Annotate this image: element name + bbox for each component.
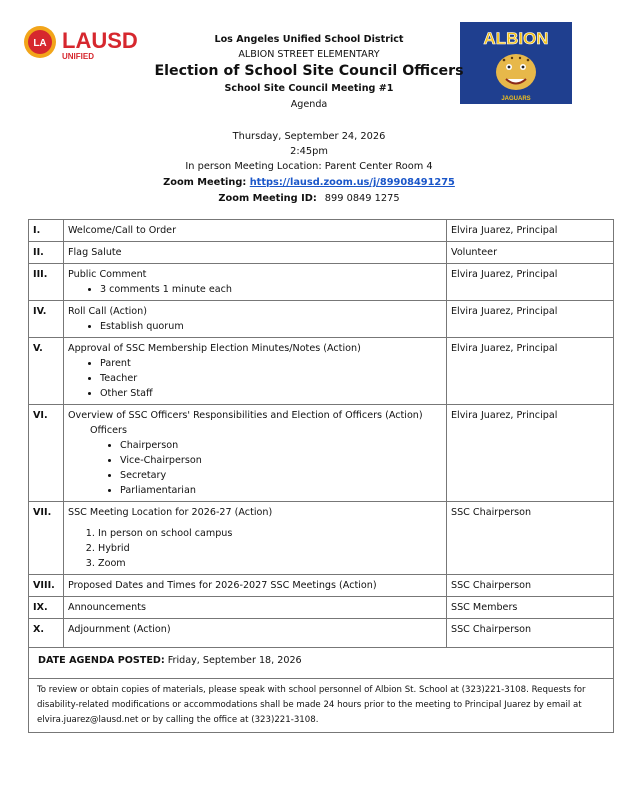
agenda-item-number: X. bbox=[29, 619, 64, 648]
agenda-item-title: SSC Meeting Location for 2026-27 (Action) bbox=[68, 507, 273, 518]
agenda-item-number: V. bbox=[29, 338, 64, 405]
agenda-row bbox=[29, 502, 614, 575]
agenda-bullet: • Establish quorum bbox=[100, 319, 442, 334]
agenda-item-presenter: SSC Members bbox=[447, 597, 614, 619]
agenda-item-cell bbox=[64, 405, 447, 502]
agenda-row bbox=[29, 338, 614, 405]
agenda-item-title: Approval of SSC Membership Election Minutes/Notes (Action) bbox=[68, 343, 361, 354]
agenda-row bbox=[29, 575, 614, 597]
meeting-date: Thursday, September 24, 2026 bbox=[232, 131, 386, 142]
officers-label: Officers bbox=[90, 425, 127, 436]
agenda-table bbox=[28, 219, 614, 733]
date-posted-value: Friday, September 18, 2026 bbox=[167, 655, 302, 666]
agenda-row bbox=[29, 242, 614, 264]
agenda-item-number: II. bbox=[29, 242, 64, 264]
agenda-item-number: VII. bbox=[29, 502, 64, 575]
agenda-bullet: • Parliamentarian bbox=[120, 483, 442, 498]
posted-row bbox=[29, 648, 614, 679]
agenda-row bbox=[29, 220, 614, 242]
lausd-logo-sub: UNIFIED bbox=[62, 52, 94, 61]
footer-notice: To review or obtain copies of materials, please speak with school personnel of Albion St. School at (323)221-3108. Requests for disability-related modifications or accommodations shall be made 24 hours prior to the meeting to Principal Juarez by email at elvira.juarez@lausd.net or by calling the office at (323)221-3108. bbox=[29, 679, 614, 733]
agenda-bullet-list bbox=[68, 319, 442, 334]
zoom-id-value: 899 0849 1275 bbox=[324, 193, 400, 204]
school-name: ALBION STREET ELEMENTARY bbox=[238, 49, 380, 60]
agenda-item-cell bbox=[64, 301, 447, 338]
agenda-numbered-item: 1. In person on school campus bbox=[98, 526, 442, 541]
agenda-item-presenter: SSC Chairperson bbox=[447, 575, 614, 597]
footer-row bbox=[29, 679, 614, 733]
lausd-logo bbox=[22, 24, 162, 64]
meeting-location: In person Meeting Location: Parent Center Room 4 bbox=[185, 161, 433, 172]
agenda-row bbox=[29, 405, 614, 502]
zoom-id-line bbox=[0, 193, 618, 204]
agenda-row bbox=[29, 619, 614, 648]
zoom-meeting-label: Zoom Meeting: bbox=[163, 177, 247, 188]
agenda-item-cell bbox=[64, 264, 447, 301]
agenda-item-title: Roll Call (Action) bbox=[68, 306, 147, 317]
agenda-bullet: • Parent bbox=[100, 356, 442, 371]
agenda-item-presenter: Elvira Juarez, Principal bbox=[447, 220, 614, 242]
agenda-item-presenter: Elvira Juarez, Principal bbox=[447, 264, 614, 301]
agenda-bullet: • Chairperson bbox=[120, 438, 442, 453]
agenda-numbered-list bbox=[68, 526, 442, 571]
albion-jaguars-logo bbox=[460, 22, 572, 104]
agenda-bullet: • Secretary bbox=[120, 468, 442, 483]
albion-logo-text: ALBION bbox=[483, 29, 549, 48]
agenda-bullet-list bbox=[68, 356, 442, 401]
page-title: Election of School Site Council Officers bbox=[154, 63, 464, 79]
agenda-item-title: Announcements bbox=[64, 597, 447, 619]
agenda-item-number: IV. bbox=[29, 301, 64, 338]
agenda-item-title: Flag Salute bbox=[64, 242, 447, 264]
agenda-item-title: Overview of SSC Officers' Responsibilities and Election of Officers (Action) bbox=[68, 410, 423, 421]
agenda-row bbox=[29, 264, 614, 301]
agenda-item-title: Welcome/Call to Order bbox=[64, 220, 447, 242]
agenda-numbered-item: 3. Zoom bbox=[98, 556, 442, 571]
zoom-id-label: Zoom Meeting ID: bbox=[218, 193, 317, 204]
agenda-item-number: IX. bbox=[29, 597, 64, 619]
agenda-bullet: • Teacher bbox=[100, 371, 442, 386]
lausd-logo-text: LAUSD bbox=[62, 28, 138, 53]
agenda-item-presenter: Elvira Juarez, Principal bbox=[447, 405, 614, 502]
agenda-row bbox=[29, 597, 614, 619]
albion-logo-sub: JAGUARS bbox=[501, 96, 531, 102]
agenda-bullet: • Other Staff bbox=[100, 386, 442, 401]
zoom-meeting-link[interactable]: https://lausd.zoom.us/j/89908491275 bbox=[249, 177, 455, 188]
agenda-item-presenter: SSC Chairperson bbox=[447, 502, 614, 575]
agenda-item-title: Proposed Dates and Times for 2026-2027 SSC Meetings (Action) bbox=[64, 575, 447, 597]
agenda-item-presenter: SSC Chairperson bbox=[447, 619, 614, 648]
agenda-bullet: • 3 comments 1 minute each bbox=[100, 282, 442, 297]
date-posted-label: DATE AGENDA POSTED: bbox=[38, 655, 165, 666]
agenda-item-number: VI. bbox=[29, 405, 64, 502]
date-posted-cell bbox=[29, 648, 614, 679]
agenda-item-presenter: Elvira Juarez, Principal bbox=[447, 338, 614, 405]
agenda-bullet-list bbox=[68, 282, 442, 297]
agenda-bullet: • Vice-Chairperson bbox=[120, 453, 442, 468]
agenda-item-presenter: Volunteer bbox=[447, 242, 614, 264]
agenda-item-cell bbox=[64, 502, 447, 575]
agenda-item-title: Public Comment bbox=[68, 269, 147, 280]
district-name: Los Angeles Unified School District bbox=[214, 34, 404, 45]
agenda-item-number: III. bbox=[29, 264, 64, 301]
meeting-name: School Site Council Meeting #1 bbox=[224, 83, 394, 94]
agenda-item-cell bbox=[64, 338, 447, 405]
agenda-row bbox=[29, 301, 614, 338]
agenda-heading: Agenda bbox=[290, 99, 328, 110]
lausd-badge-text: LA bbox=[33, 38, 47, 49]
agenda-item-title: Adjournment (Action) bbox=[64, 619, 447, 648]
agenda-item-number: VIII. bbox=[29, 575, 64, 597]
meeting-time: 2:45pm bbox=[290, 146, 328, 157]
agenda-item-number: I. bbox=[29, 220, 64, 242]
agenda-item-presenter: Elvira Juarez, Principal bbox=[447, 301, 614, 338]
agenda-bullet-list bbox=[68, 438, 442, 498]
agenda-numbered-item: 2. Hybrid bbox=[98, 541, 442, 556]
zoom-meeting-line bbox=[0, 177, 618, 188]
